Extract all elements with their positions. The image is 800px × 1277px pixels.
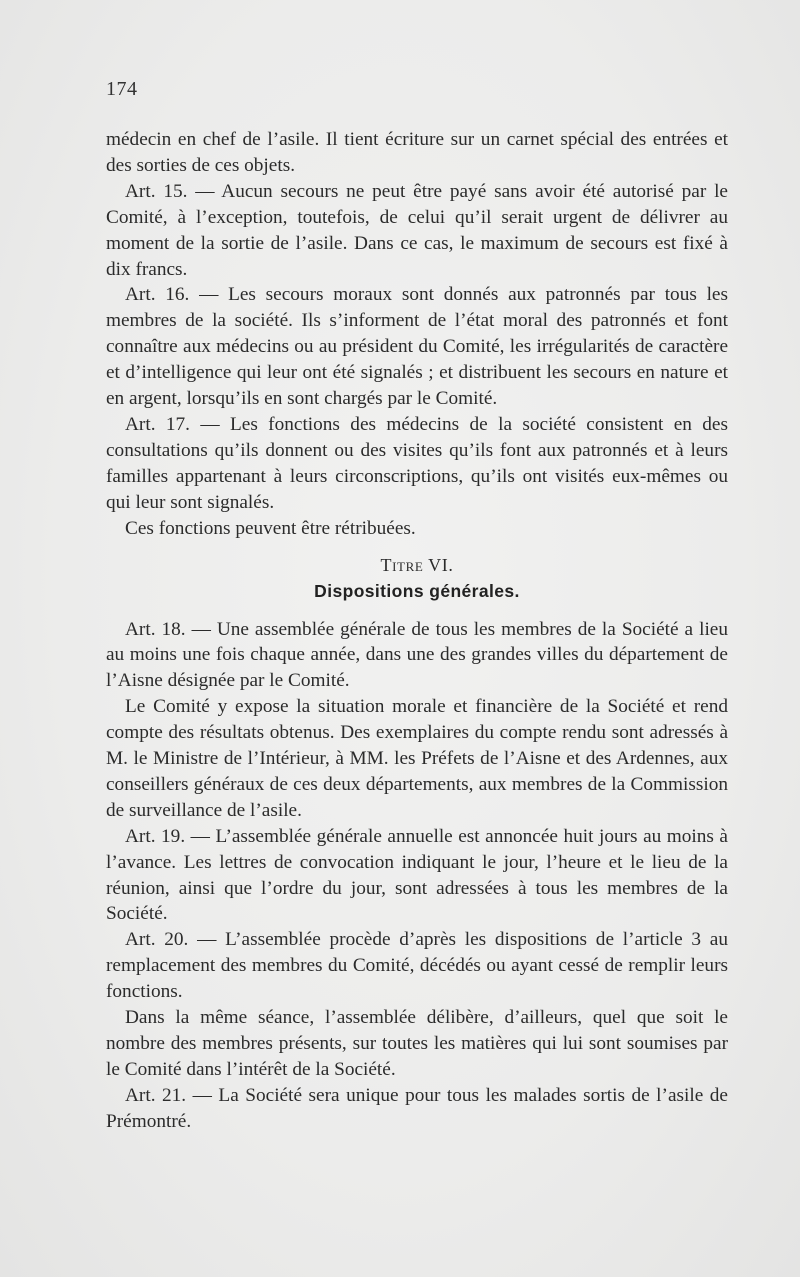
page-number: 174 xyxy=(106,78,138,100)
paragraph-continuation: médecin en chef de l’asile. Il tient écriture sur un carnet spécial des entrées et des sorties de ces objets. xyxy=(106,129,728,176)
paragraph-art-15: Art. 15. — Aucun secours ne peut être payé sans avoir été autorisé par le Comité, à l’exception, toutefois, de celui qu’il serait urgent de délivrer au moment de la sortie de l’asile. Dans ce cas, le maximum de secours est fixé à dix francs. xyxy=(106,180,728,280)
section-title: Titre VI. xyxy=(380,554,454,575)
paragraph-art-17: Art. 17. — Les fonctions des médecins de la société consistent en des consultations qu’ils donnent ou des visites qu’ils font aux patronnés et à leurs familles appartenant à leurs circonscriptions, qu’ils ont visités eux-mêmes ou qui leur sont signalés. xyxy=(106,413,728,513)
paragraph-art-18: Art. 18. — Une assemblée générale de tous les membres de la Société a lieu au moins une fois chaque année, dans une des grandes villes du département de l’Aisne désignée par le Comité. xyxy=(106,618,728,692)
body-text xyxy=(106,127,728,1135)
paragraph-art-19: Art. 19. — L’assemblée générale annuelle est annoncée huit jours au moins à l’avance. Les lettres de convocation indiquant le jour, l’heure et le lieu de la réunion, ainsi que l’ordre du jour, sont adressées à tous les membres de la Société. xyxy=(106,825,728,925)
paragraph-art-20: Art. 20. — L’assemblée procède d’après les dispositions de l’article 3 au remplacement des membres du Comité, décédés ou ayant cessé de remplir leurs fonctions. xyxy=(106,929,728,1003)
paragraph-committee-report: Le Comité y expose la situation morale et financière de la Société et rend compte des résultats obtenus. Des exemplaires du compte rendu sont adressés à M. le Ministre de l’Intérieur, à MM. les Préfets de l’Aisne et des Ardennes, aux conseillers généraux de ces deux départements, aux membres de la Commission de surveillance de l’asile. xyxy=(106,696,728,821)
section-subtitle: Dispositions générales. xyxy=(314,580,520,601)
paragraph-art-16: Art. 16. — Les secours moraux sont donnés aux patronnés par tous les membres de la société. Ils s’informent de l’état moral des patronnés et font connaître aux médecins ou au président du Comité, les irrégularités de caractère et d’intelligence qui leur ont été signalés ; et distribuent les secours en nature et en argent, lorsqu’ils en sont chargés par le Comité. xyxy=(106,284,728,410)
paragraph-art-21: Art. 21. — La Société sera unique pour tous les malades sortis de l’asile de Prémontré. xyxy=(106,1084,728,1132)
paragraph-remuneration: Ces fonctions peuvent être rétribuées. xyxy=(125,517,416,539)
paragraph-same-session: Dans la même séance, l’assemblée délibère, d’ailleurs, quel que soit le nombre des membres présents, sur toutes les matières qui lui sont soumises par le Comité dans l’intérêt de la Société. xyxy=(106,1007,728,1080)
